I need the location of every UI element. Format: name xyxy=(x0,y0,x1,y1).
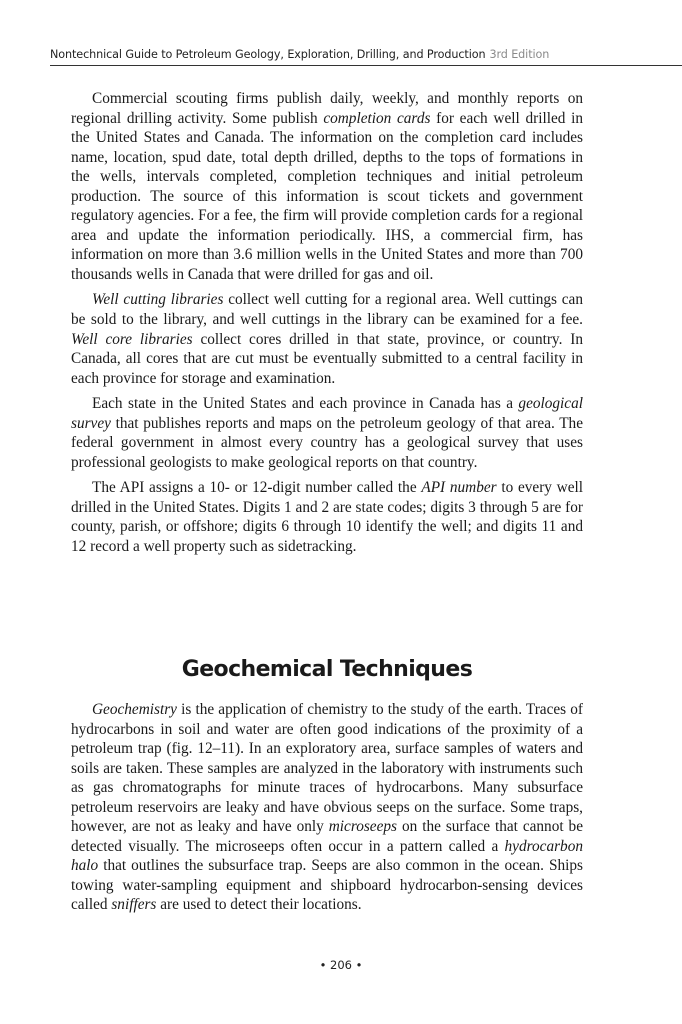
paragraph-api-number xyxy=(71,478,583,556)
term-geological-survey: geological survey xyxy=(71,395,583,432)
text-segment: collect cores drilled in that state, province, or country. In Canada, all cores that are cut must be eventually submitted to a central facility in each province for storage and examination. xyxy=(71,330,583,387)
term-microseeps: microseeps xyxy=(328,818,397,836)
term-hydrocarbon-halo: hydrocarbon halo xyxy=(71,837,583,875)
text-segment: that publishes reports and maps on the petroleum geology of that area. The federal government in almost every country has a geological survey that uses professional geologists to make geological reports on that country. xyxy=(71,414,583,471)
body-text xyxy=(71,89,583,557)
section-body-text xyxy=(71,700,583,915)
paragraph-completion-cards xyxy=(71,89,583,284)
term-sniffers: sniffers xyxy=(111,896,157,914)
text-segment: on the surface that cannot be detected visually. The microseeps often occur in a pattern called a xyxy=(71,818,583,855)
term-api-number: API number xyxy=(421,479,497,497)
header-rule xyxy=(50,65,682,66)
book-title: Nontechnical Guide to Petroleum Geology, Exploration, Drilling, and Production xyxy=(50,48,486,61)
term-completion-cards: completion cards xyxy=(323,109,431,127)
text-segment: is the application of chemistry to the study of the earth. Traces of hydrocarbons in soil and water are often good indications of the proximity of a petroleum trap (fig. 12–11). In an exploratory area, surface samples of waters and soils are taken. These samples are analyzed in the laboratory with instruments such as gas chromatographs for minute traces of hydrocarbons. Many subsurface petroleum reservoirs are leaky and have obvious seeps on the surface. Some traps, however, are not as leaky and have only xyxy=(71,701,583,836)
term-well-cutting-libraries: Well cutting libraries xyxy=(92,291,224,309)
paragraph-geochemistry xyxy=(71,700,583,915)
text-segment: for each well drilled in the United States and Canada. The information on the completion card includes name, location, spud date, total depth drilled, depths to the tops of formations in the wells, intervals completed, completion techniques and initial petroleum production. The source of this information is scout tickets and government regulatory agencies. For a fee, the firm will provide completion cards for a regional area and update the information periodically. IHS, a commercial firm, has information on more than 3.6 million wells in the United States and more than 700 thousands wells in Canada that were drilled for gas and oil. xyxy=(71,109,583,283)
text-segment: The API assigns a 10- or 12-digit number called the xyxy=(92,479,422,497)
text-segment: Commercial scouting firms publish daily, weekly, and monthly reports on regional drilling activity. Some publish xyxy=(71,90,583,127)
text-segment: to every well drilled in the United States. Digits 1 and 2 are state codes; digits 3 through 5 are for county, parish, or offshore; digits 6 through 10 identify the well; and digits 11 and 12 record a well property such as sidetracking. xyxy=(71,479,583,556)
page-number: • 206 • xyxy=(319,958,363,972)
text-segment: Each state in the United States and each province in Canada has a xyxy=(92,395,519,413)
text-segment: that outlines the subsurface trap. Seeps are also common in the ocean. Ships towing water-sampling equipment and shipboard hydrocarbon-sensing devices called xyxy=(71,857,583,914)
paragraph-geological-survey xyxy=(71,394,583,472)
term-geochemistry: Geochemistry xyxy=(92,701,177,718)
text-segment: are used to detect their locations. xyxy=(156,896,362,914)
text-segment: collect well cutting for a regional area. Well cuttings can be sold to the library, and well cuttings in the library can be examined for a fee. xyxy=(71,291,583,329)
edition-label: 3rd Edition xyxy=(489,48,550,61)
section-heading: Geochemical Techniques xyxy=(181,657,473,682)
paragraph-libraries xyxy=(71,290,583,388)
term-well-core-libraries: Well core libraries xyxy=(71,330,193,348)
running-header xyxy=(50,48,682,62)
